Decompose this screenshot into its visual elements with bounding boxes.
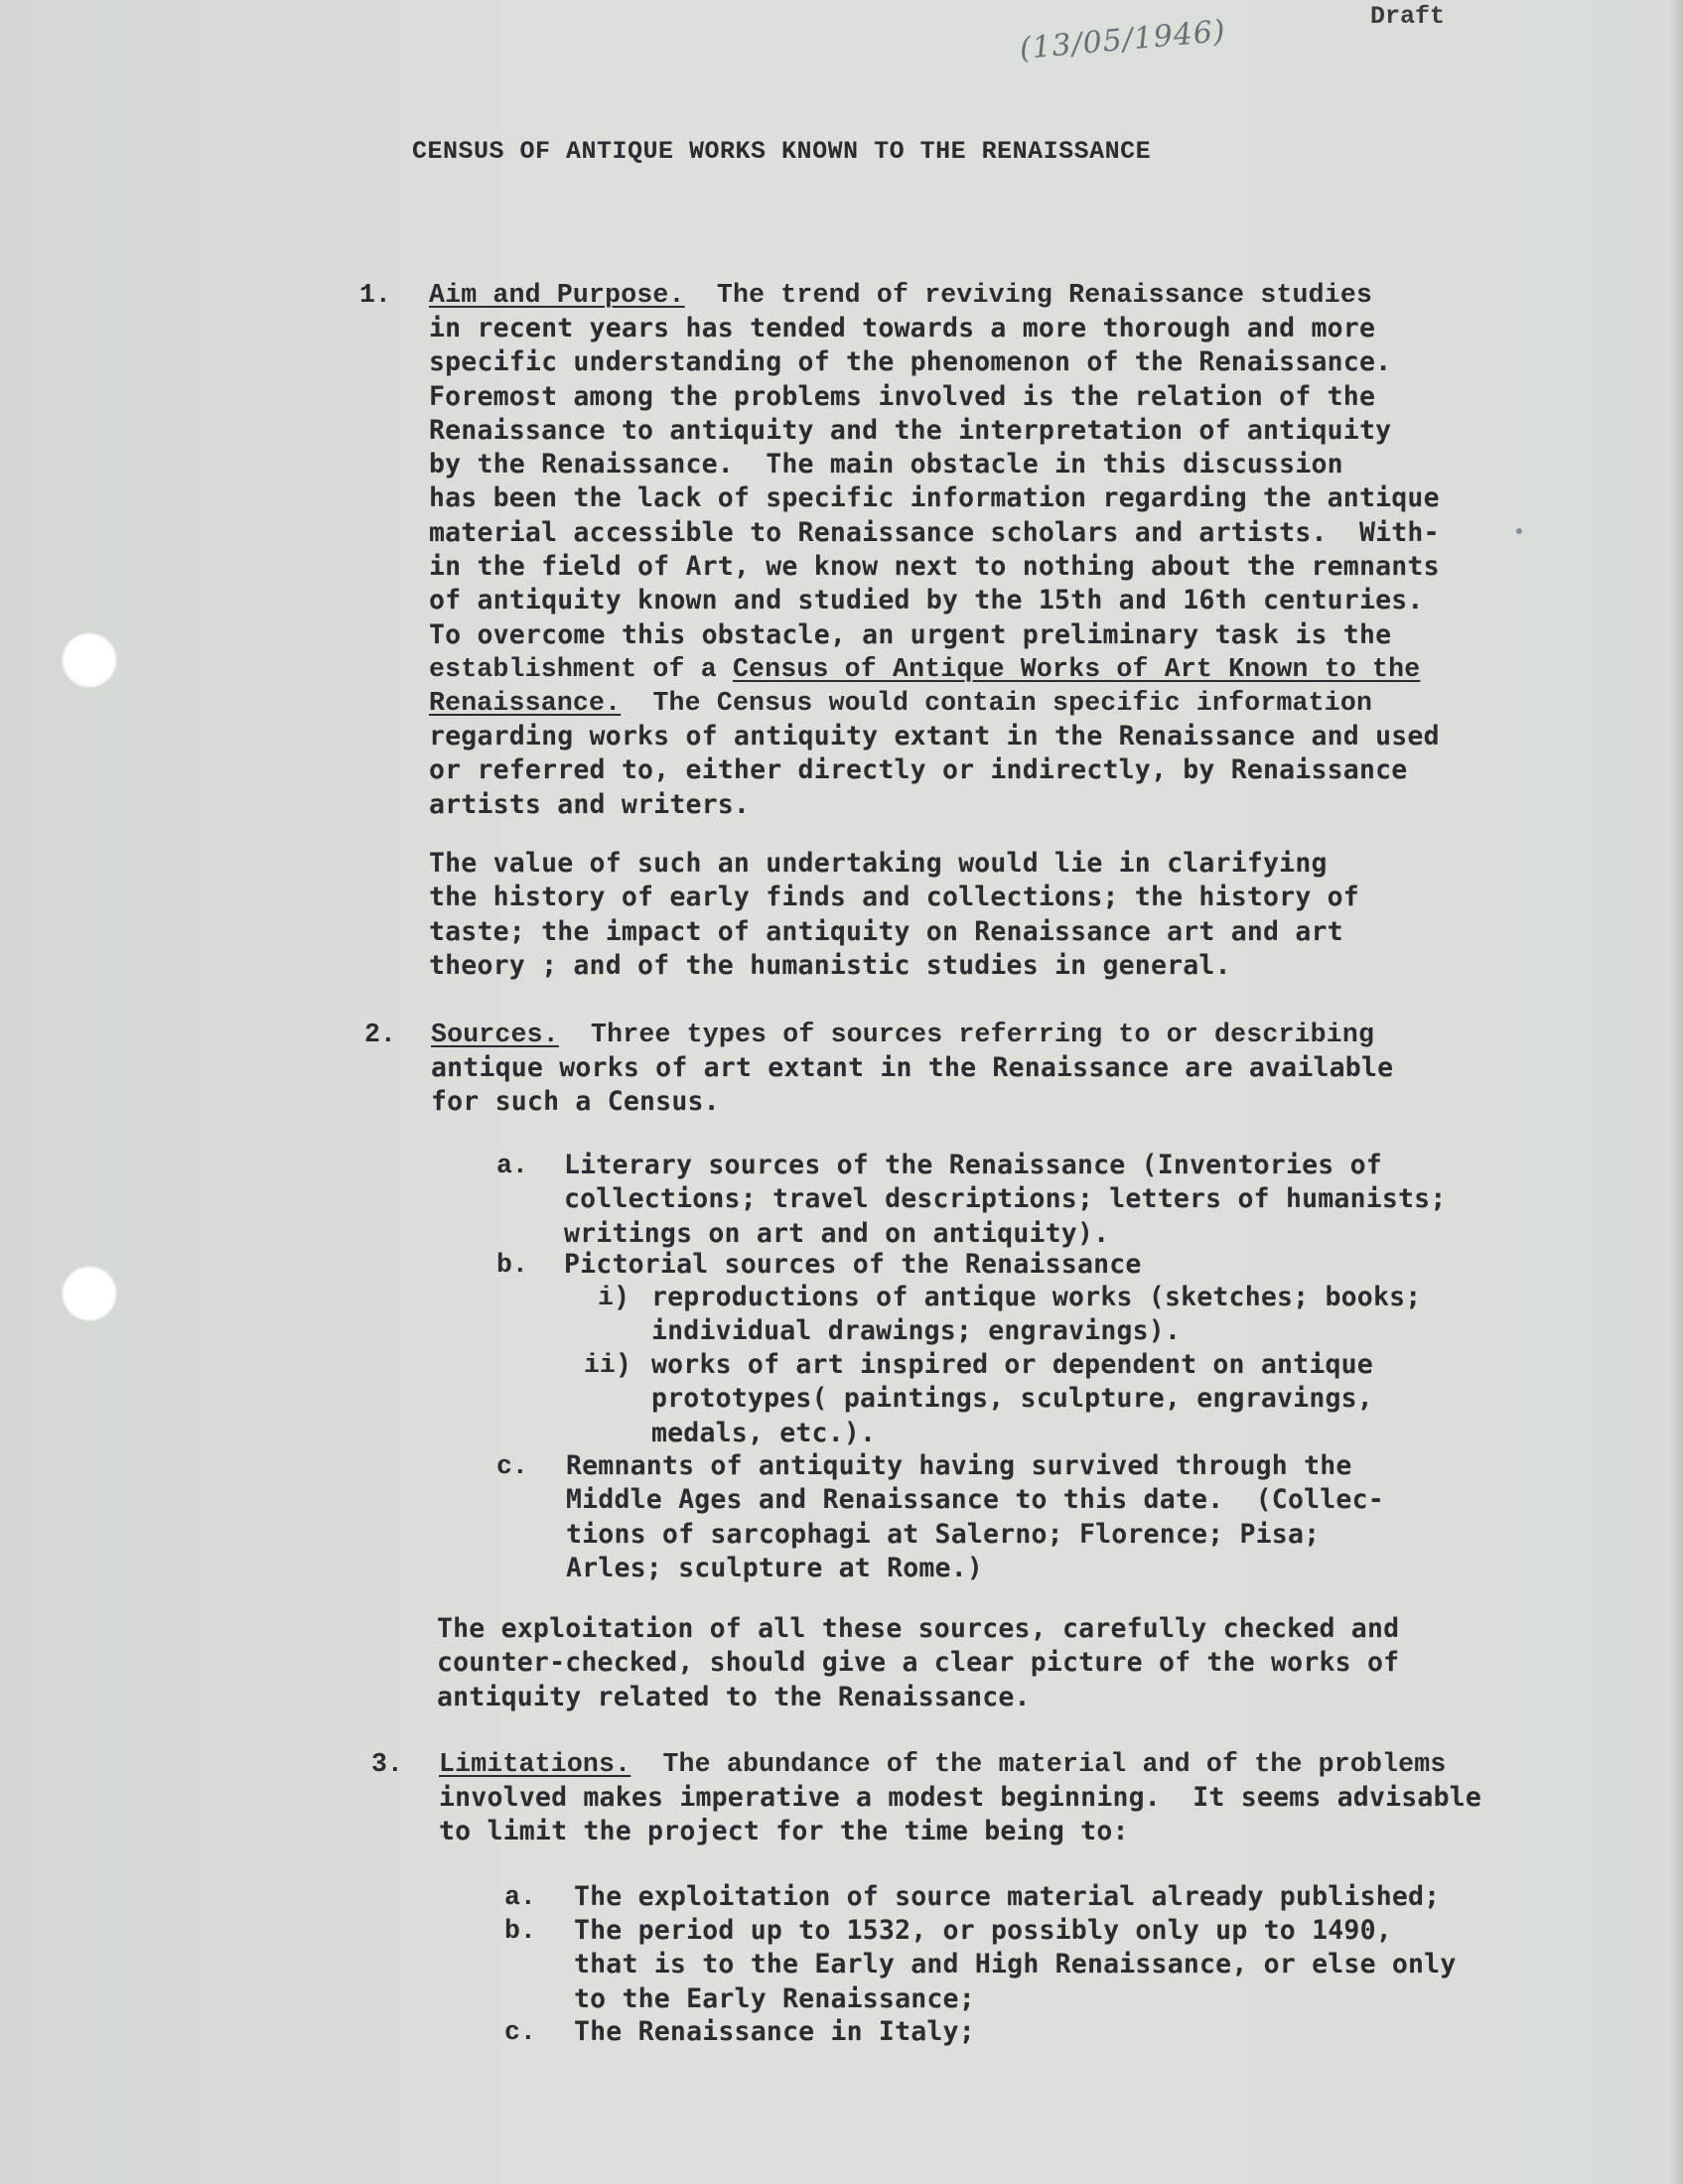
margin-dot	[1516, 528, 1522, 534]
section-1-first-line	[429, 278, 1372, 312]
section-1-body: in recent years has tended towards a more thorough and more specific understanding of the phenomenon of the Renaissance. Foremost among the problems involved is the relation of the Renaissance to antiquity and the interpretation of antiquity by the Renaissance. The main obstacle in this discussion has been the lack of specific information regarding the antique material accessible to Renaissance scholars and artists. With- in the field of Art, we know next to nothing about the remnants of antiquity known and studied by the 15th and 16th centuries. To overcome this obstacle, an urgent preliminary task is the	[429, 313, 1440, 650]
section-2-heading: Sources.	[431, 1020, 559, 1049]
section-1-line1-text: The trend of reviving Renaissance studies	[684, 280, 1373, 310]
punch-hole-bottom	[62, 1266, 117, 1321]
draft-label: Draft	[1370, 2, 1446, 31]
section-2-item-c-marker: c.	[496, 1451, 528, 1481]
section-3-item-a: The exploitation of source material already published;	[574, 1881, 1441, 1912]
section-2-item-b-i: reproductions of antique works (sketches; books; individual drawings; engravings).	[651, 1282, 1422, 1347]
section-1-paragraph-2: The value of such an undertaking would lie in clarifying the history of early finds and collections; the history of taste; the impact of antiquity on Renaissance art and art theory ; and of the humanistic studies in general.	[429, 848, 1359, 981]
section-2-item-c: Remnants of antiquity having survived through the Middle Ages and Renaissance to this date. (Collec- tions of sarcophagi at Salerno; Florence; Pisa; Arles; sculpture at Rome.)	[566, 1450, 1384, 1583]
section-1-heading: Aim and Purpose.	[429, 280, 685, 310]
handwritten-date: (13/05/1946)	[1018, 13, 1227, 68]
page-edge-shadow	[1669, 0, 1683, 2184]
section-1-number: 1.	[359, 280, 391, 310]
section-2-item-a-marker: a.	[496, 1151, 528, 1180]
section-2-intro: antique works of art extant in the Renaissance are available for such a Census.	[431, 1052, 1394, 1118]
section-1-body-tail: regarding works of antiquity extant in the Renaissance and used or referred to, either directly or indirectly, by Renaissance artists and writers.	[429, 721, 1440, 820]
section-2-item-a: Literary sources of the Renaissance (Inventories of collections; travel descriptions; letters of humanists; writings on art and on antiquity).	[564, 1150, 1447, 1249]
section-3-item-c-marker: c.	[504, 2017, 536, 2047]
section-3-item-b-marker: b.	[504, 1916, 536, 1946]
section-3-intro: involved makes imperative a modest beginning. It seems advisable to limit the project for the time being to:	[439, 1782, 1482, 1847]
section-2-closing: The exploitation of all these sources, carefully checked and counter-checked, should give a clear picture of the works of antiquity related to the Renaissance.	[437, 1613, 1400, 1712]
section-3-item-c: The Renaissance in Italy;	[574, 2016, 975, 2047]
document-title: CENSUS OF ANTIQUE WORKS KNOWN TO THE RENAISSANCE	[412, 137, 1152, 166]
section-1-establishment-text: establishment of a	[429, 654, 733, 684]
section-3-item-a-marker: a.	[504, 1882, 536, 1912]
section-2-item-b-ii: works of art inspired or dependent on antique prototypes( paintings, sculpture, engravings, medals, etc.).	[651, 1349, 1373, 1448]
census-title-part-1: Census of Antique Works of Art Known to the	[732, 654, 1421, 684]
section-2-line1-text: Three types of sources referring to or describing	[558, 1020, 1375, 1049]
section-2-first-line	[431, 1018, 1374, 1051]
section-3-line1-text: The abundance of the material and of the problems	[631, 1749, 1447, 1779]
section-3-number: 3.	[371, 1749, 403, 1779]
section-2-item-b-marker: b.	[496, 1250, 528, 1280]
section-2-item-b-i-marker: i)	[598, 1283, 630, 1312]
section-1-census-line-1	[429, 652, 1420, 686]
section-2-item-b: Pictorial sources of the Renaissance	[564, 1249, 1142, 1280]
punch-hole-top	[62, 632, 117, 688]
section-3-first-line	[439, 1747, 1446, 1781]
section-3-item-b: The period up to 1532, or possibly only up to 1490, that is to the Early and High Renaissance, or else only to the Early Renaissance;	[574, 1915, 1457, 2014]
section-1-census-line-2	[429, 686, 1372, 720]
section-1-census-continuation: The Census would contain specific information	[621, 688, 1373, 718]
section-2-number: 2.	[364, 1020, 396, 1049]
census-title-part-2: Renaissance.	[429, 688, 622, 718]
section-2-item-b-ii-marker: ii)	[584, 1350, 631, 1380]
section-3-heading: Limitations.	[439, 1749, 631, 1779]
